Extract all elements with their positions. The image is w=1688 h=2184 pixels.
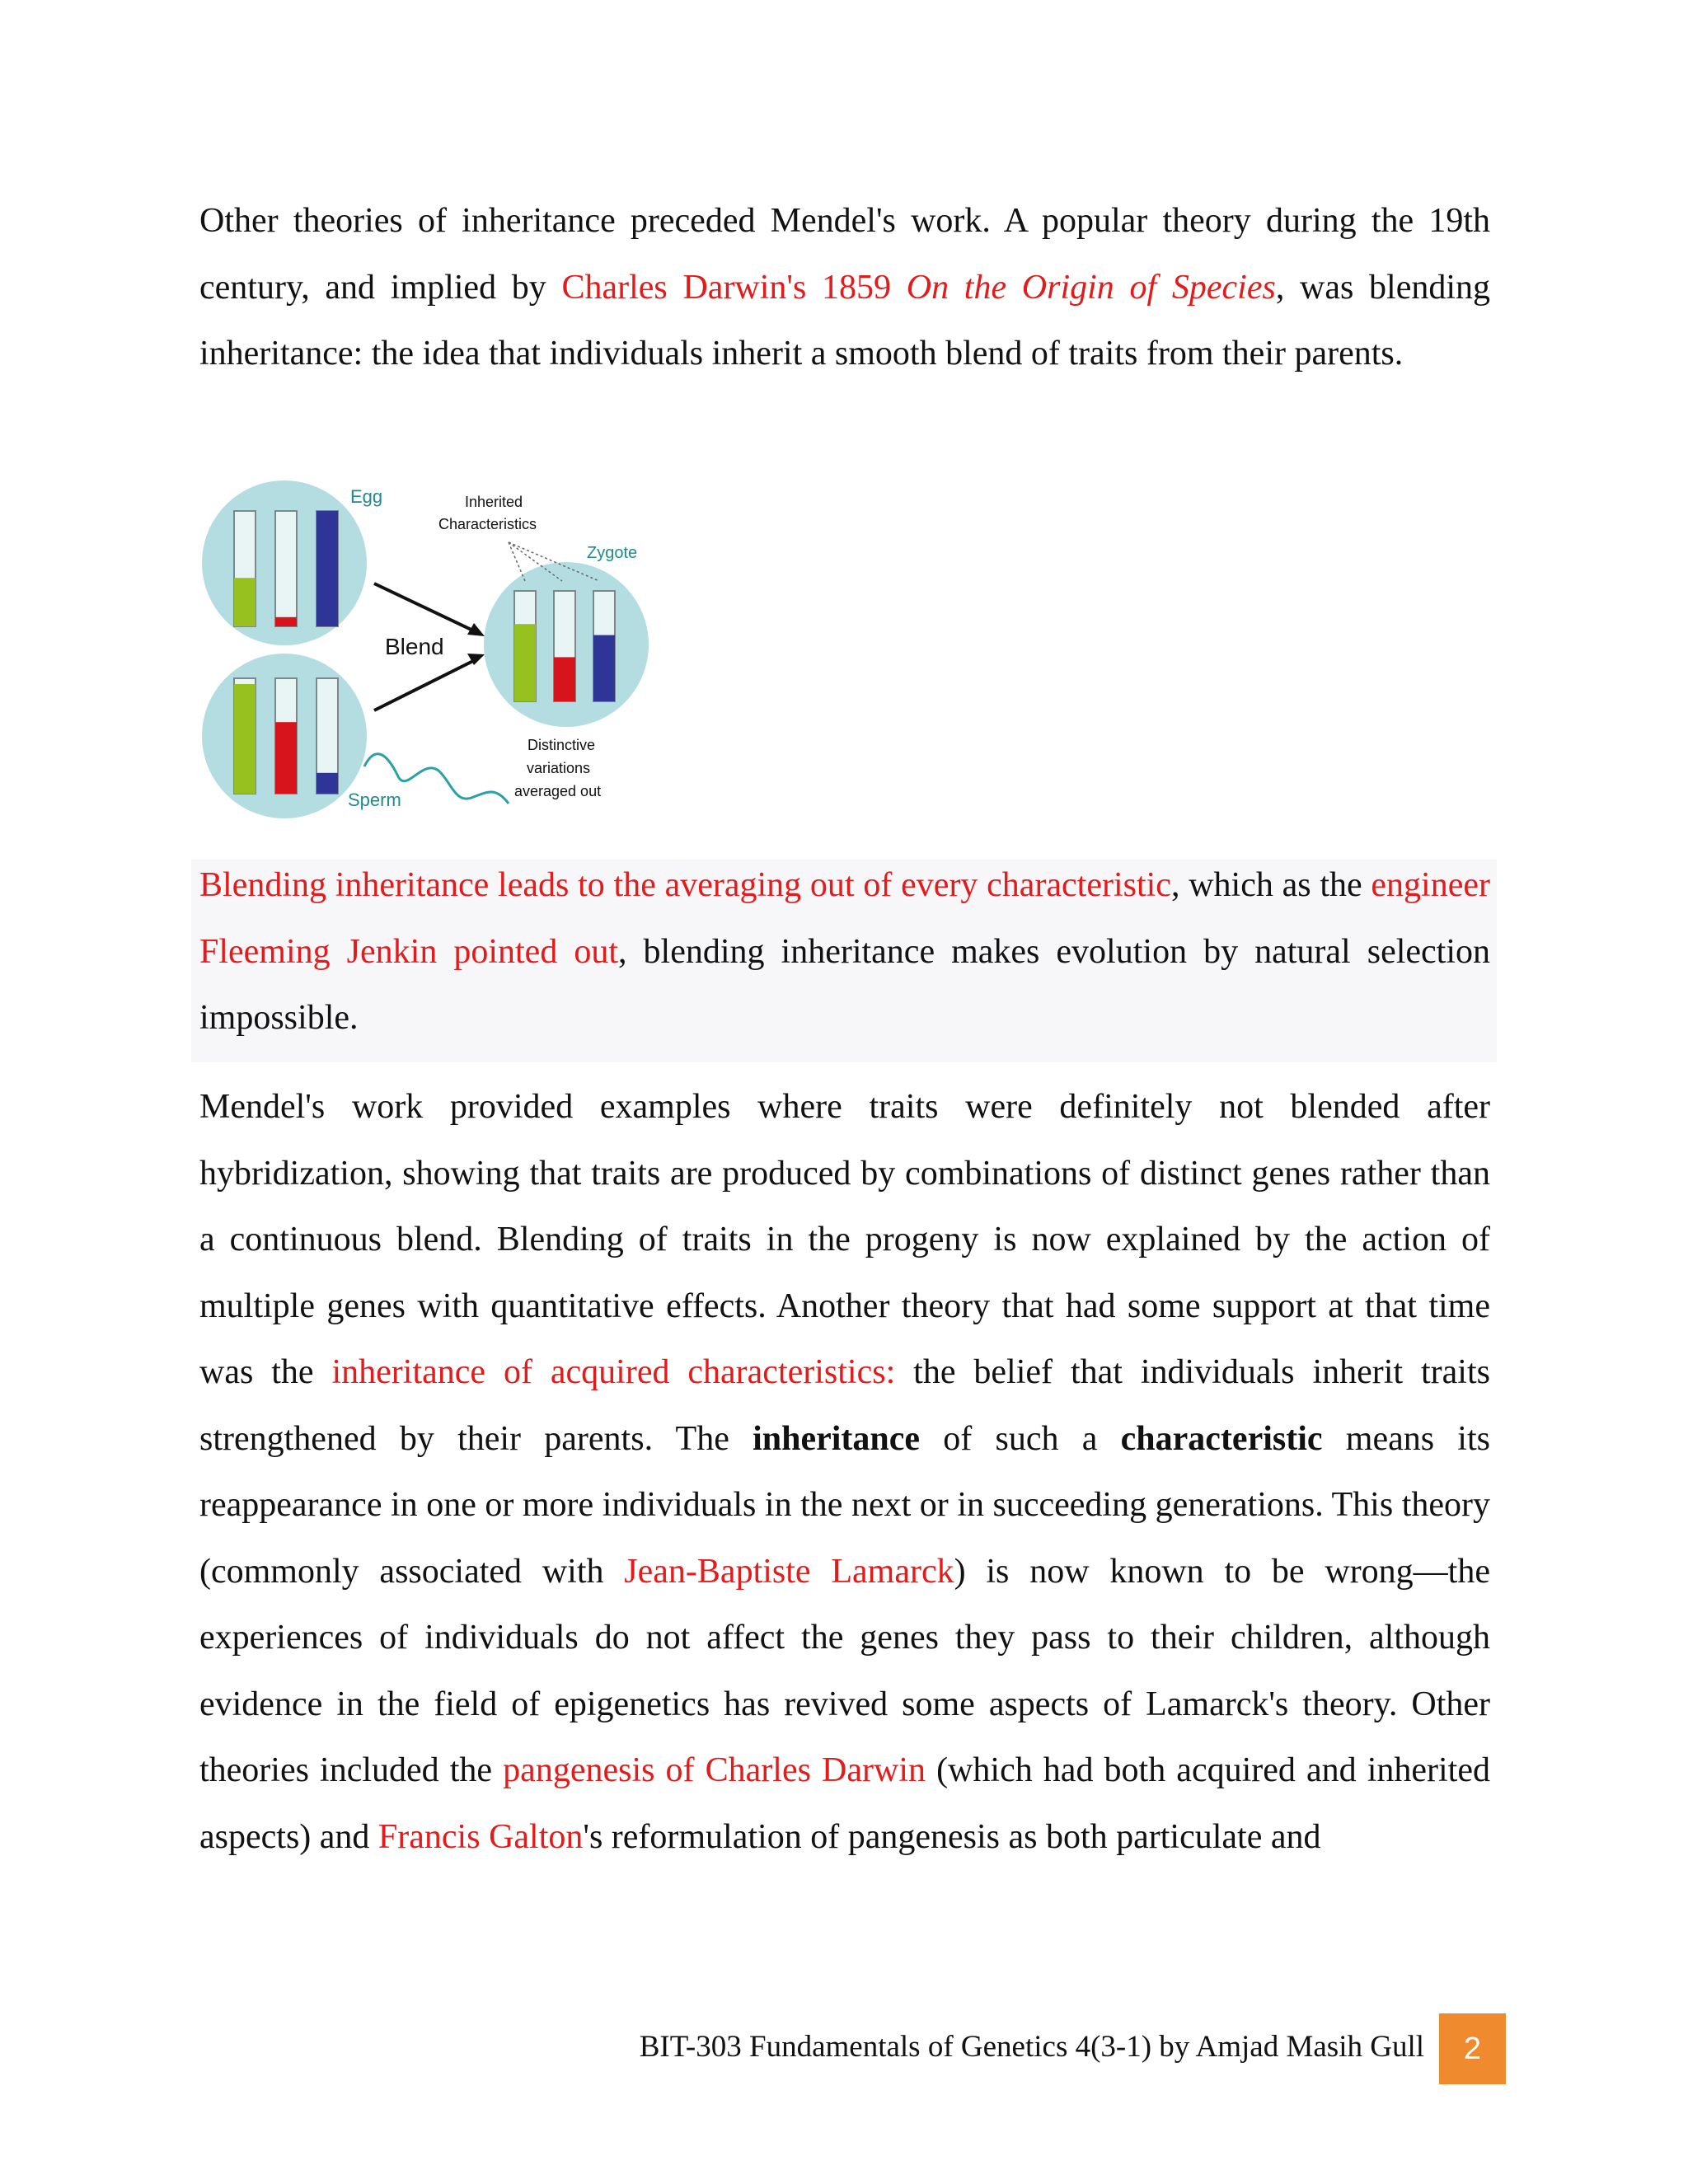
red-link-text: inheritance of acquired characteristics: [331,1353,896,1391]
egg-bar-1 [234,578,256,626]
egg-tube-2 [275,511,297,626]
red-link-text: Jean-Baptiste Lamarck [624,1552,954,1591]
blend-label: Blend [385,634,444,659]
zygote-bar-3 [593,635,615,701]
inherited-label-line1: Inherited [465,494,523,510]
red-link-text: engineer Fleeming Jenkin pointed out [199,866,1490,971]
blending-inheritance-figure [199,478,661,824]
inherited-label-line2: Characteristics [438,516,537,532]
text-run: of such a [920,1419,1121,1458]
page-number-badge: 2 [1439,2013,1506,2084]
red-link-text: On the Origin of Species [906,268,1276,307]
zygote-label: Zygote [587,544,638,562]
text-run: the belief that individuals inherit traits strengthened by their parents. The [199,1353,1490,1458]
bold-term: inheritance [753,1419,921,1458]
sperm-bar-1 [234,684,256,794]
sperm-bar-2 [275,722,297,794]
sperm-label: Sperm [348,790,401,810]
text-run: , was blending inheritance: the idea that individuals inherit a smooth blend of traits from their parents. [199,268,1491,373]
text-run: Mendel's work provided examples where traits were definitely not blended after hybridization, showing that traits are produced by combinations of distinct genes rather than a continuous blend. Blending of traits in the progeny is now explained by the action of multiple genes with quantitative effects. Another theory that had some support at that time was the [199,1088,1490,1391]
text-run: (which had both acquired and inherited aspects) and [199,1751,1490,1856]
distinctive-label-line3: averaged out [514,783,602,799]
paragraph-mendel-work [199,1074,1490,1870]
red-link-text: Charles Darwin's 1859 [561,268,907,307]
text-run: , which as the [1170,866,1372,904]
egg-bar-2 [275,617,297,626]
zygote-bar-1 [514,624,536,701]
egg-bar-3 [316,511,338,626]
egg-arrow [374,583,476,632]
red-link-text: Francis Galton [377,1817,584,1856]
red-link-text: Blending inheritance leads to the averaging out of every characteristic [199,866,1171,904]
footer-course-title: BIT-303 Fundamentals of Genetics 4(3-1) by Amjad Masih Gull [639,2030,1424,2064]
egg-label: Egg [350,486,383,507]
paragraph-blending-intro [199,188,1490,387]
sperm-bar-3 [316,773,338,794]
text-run: 's reformulation of pangenesis as both particulate and [583,1817,1321,1856]
red-link-text: pangenesis of Charles Darwin [503,1751,926,1789]
text-run: Other theories of inheritance preceded Mendel's work. A popular theory during the 19th century, and implied by [199,202,1490,307]
text-run: means its reappearance in one or more individuals in the next or in succeeding generations. This theory (commonly associated with [199,1419,1490,1591]
text-run: ) is now known to be wrong—the experiences of individuals do not affect the genes they pass to their children, although evidence in the field of epigenetics has revived some aspects of Lamarck's theory. Other theories included the [199,1552,1490,1789]
sperm-arrow [374,659,476,710]
text-run: , blending inheritance makes evolution by natural selection impossible. [199,932,1491,1037]
zygote-bar-2 [554,657,575,701]
distinctive-label-line2: variations [527,760,591,776]
paragraph-averaging [199,852,1490,1052]
distinctive-label-line1: Distinctive [528,737,596,753]
bold-term: characteristic [1120,1419,1323,1458]
